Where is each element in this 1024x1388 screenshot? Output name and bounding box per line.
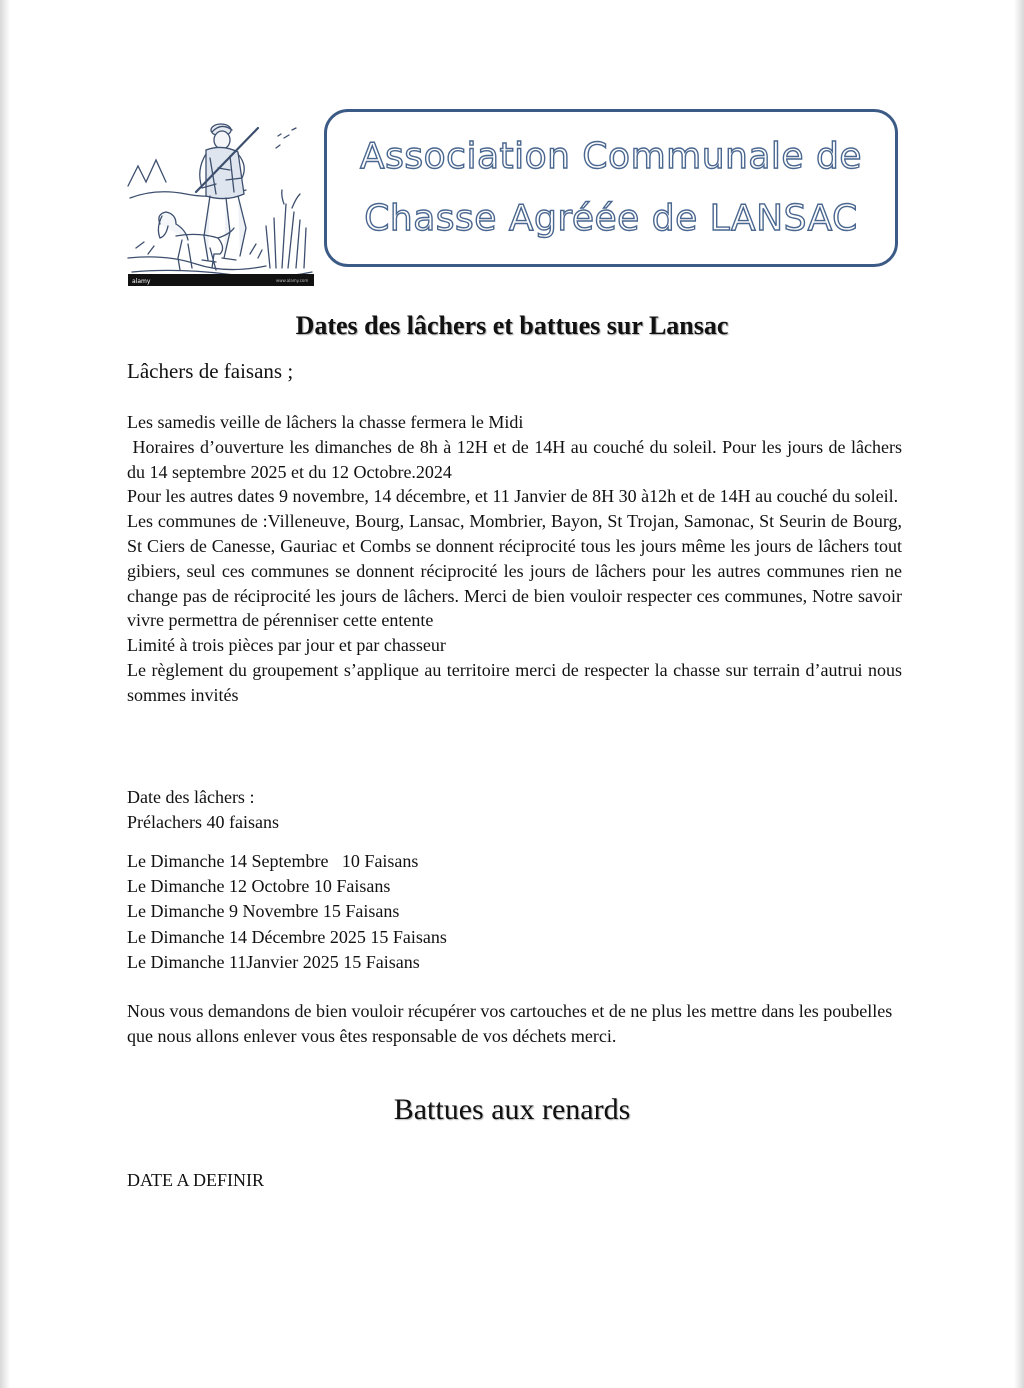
release-dates-block: [127, 785, 279, 835]
list-item: Le Dimanche 9 Novembre 15 Faisans: [127, 901, 400, 922]
svg-text:www.alamy.com: www.alamy.com: [276, 278, 309, 283]
association-header-box: [324, 109, 898, 267]
regulation-paragraph: Le règlement du groupement s’applique au territoire merci de respecter la chasse sur terrain d’autrui nous sommes invités: [127, 659, 902, 705]
page-edge-left: [0, 0, 10, 1388]
opening-hours-paragraph: [127, 435, 902, 485]
other-dates-paragraph: Pour les autres dates 9 novembre, 14 décembre, et 11 Janvier de 8H 30 à12h et de 14H au couché du soleil.: [127, 486, 899, 507]
list-item: Le Dimanche 11Janvier 2025 15 Faisans: [127, 951, 420, 972]
release-dates-heading: Date des lâchers :: [127, 787, 255, 807]
reciprocity-paragraph: Les communes de :Villeneuve, Bourg, Lansac, Mombrier, Bayon, St Trojan, Samonac, St Seurin de Bourg, St Ciers de Canesse, Gauriac et Combs se donnent réciprocité tous les jours même les jours de lâchers tout gibiers, seul ces communes se donnent réciprocité les jours de lâchers pour les autres communes rien ne change pas de réciprocité les jours de lâchers. Merci de bien vouloir respecter ces communes, Notre savoir vivre permettra de pérenniser cette entente: [127, 511, 902, 631]
release-dates-list: [127, 849, 447, 975]
list-item: Le Dimanche 12 Octobre 10 Faisans: [127, 876, 391, 897]
svg-text:alamy: alamy: [132, 278, 151, 285]
pheasant-release-subheading: Lâchers de faisans ;: [127, 359, 294, 383]
closing-rule-paragraph: Les samedis veille de lâchers la chasse fermera le Midi: [127, 412, 524, 432]
list-item: Le Dimanche 14 Décembre 2025 15 Faisans: [127, 926, 447, 947]
pre-release-line: Prélachers 40 faisans: [127, 812, 279, 832]
page-edge-right: [1014, 0, 1024, 1388]
association-name-line1: Association Communale de: [359, 136, 862, 177]
cartridge-cleanup-note: Nous vous demandons de bien vouloir récupérer vos cartouches et de ne plus les mettre dans les poubelles que nous allons enlever vous êtes responsable de vos déchets merci.: [127, 1001, 893, 1046]
association-name-line2: Chasse Agréée de LANSAC: [364, 198, 858, 239]
rules-body: [127, 410, 902, 708]
fox-hunts-heading: Battues aux renards: [393, 1093, 631, 1126]
opening-hours-text: Horaires d’ouverture les dimanches de 8h à 12H et de 14H au couché du soleil. Pour les jours de lâchers du 14 septembre 2025 et du 12 Octobre.2024: [127, 436, 903, 482]
hunter-with-dog-icon: [126, 108, 314, 286]
fox-hunts-date: DATE A DEFINIR: [127, 1170, 265, 1190]
bag-limit-paragraph: Limité à trois pièces par jour et par chasseur: [127, 635, 446, 656]
document-title: Dates des lâchers et battues sur Lansac: [295, 311, 729, 340]
list-item: Le Dimanche 14 Septembre 10 Faisans: [127, 851, 419, 871]
